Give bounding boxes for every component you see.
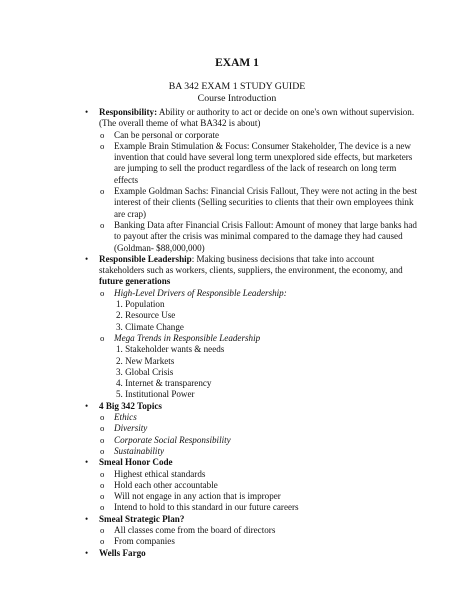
sub-item: [86, 423, 418, 434]
trends-title: Mega Trends in Responsible Leadership: [114, 332, 261, 343]
sub-text: Example Goldman Sachs: Financial Crisis Fallout, They were not acting in the best interest of their clients (Selling securities to clients that their own employees think are crap): [114, 186, 418, 219]
term-wells-fargo: Wells Fargo: [99, 547, 146, 558]
bullet-icon: •: [85, 107, 89, 117]
sub-text: Diversity: [114, 423, 148, 434]
sub-bullet-icon: o: [100, 524, 105, 535]
sub-text: Ethics: [114, 412, 137, 423]
bullet-icon: •: [85, 457, 89, 468]
sub-item: [86, 220, 418, 254]
numbered-item: 2. Resource Use: [116, 310, 176, 321]
sub-text: Sustainability: [114, 445, 165, 456]
bullet-icon: •: [85, 253, 89, 264]
bullet-icon: •: [85, 400, 89, 411]
sub-item: [86, 186, 418, 220]
bullet-strategic-plan: [86, 514, 418, 525]
sub-text: Can be personal or corporate: [114, 129, 220, 140]
sub-text: Hold each other accountable: [114, 479, 218, 490]
sub-bullet-icon: o: [100, 186, 105, 197]
sub-bullet-icon: o: [100, 412, 105, 423]
numbered-item: 1. Population: [116, 299, 165, 310]
sub-text: Banking Data after Financial Crisis Fallout: Amount of money that large banks had to payout after the crisis was minimal compared to the damage they had caused (Goldman- $88,000,000): [114, 219, 417, 253]
term-strategic-plan: Smeal Strategic Plan?: [99, 513, 185, 524]
term-responsibility: Responsibility:: [99, 107, 158, 117]
term-responsible-leadership: Responsible Leadership: [99, 253, 192, 264]
sub-text: From companies: [114, 536, 175, 547]
sub-item: [86, 491, 418, 502]
exam-title: EXAM 1: [215, 57, 259, 69]
numbered-item: 2. New Markets: [116, 355, 175, 366]
bullet-wells-fargo: [86, 548, 418, 559]
guide-title: BA 342 EXAM 1 STUDY GUIDE: [168, 81, 306, 92]
guide-header: [0, 81, 474, 105]
notes-content: [86, 107, 418, 559]
numbered-item: 3. Global Crisis: [116, 366, 174, 377]
sub-bullet-icon: o: [100, 140, 105, 151]
sub-text: Corporate Social Responsibility: [114, 434, 231, 445]
sub-bullet-icon: o: [100, 502, 105, 513]
leadership-definition: : Making business decisions that take into account stakeholders such as workers, clients, suppliers, the environment, the economy, and: [99, 253, 403, 276]
numbered-item: 5. Institutional Power: [116, 389, 195, 400]
bullet-responsible-leadership: [86, 254, 418, 288]
numbered-item: 4. Internet & transparency: [116, 378, 212, 389]
sub-text: Will not engage in any action that is improper: [114, 491, 281, 502]
sub-item: [86, 141, 418, 186]
term-honor-code: Smeal Honor Code: [99, 457, 173, 468]
sub-text: All classes come from the board of directors: [114, 524, 276, 535]
sub-item: [86, 446, 418, 457]
sub-bullet-icon: o: [100, 479, 105, 490]
sub-bullet-icon: o: [100, 332, 105, 343]
bullet-icon: •: [85, 513, 89, 524]
leadership-bold-end: future generations: [99, 276, 171, 287]
sub-item: [86, 333, 418, 344]
sub-text: Example Brain Stimulation & Focus: Consumer Stakeholder, The device is a new invention that could have several long term unexplored side effects, but marketers are jumping to sell the product regardless of the lack of research on long term effects: [114, 140, 413, 185]
sub-bullet-icon: o: [100, 129, 105, 140]
sub-bullet-icon: o: [100, 491, 105, 502]
sub-bullet-icon: o: [100, 445, 105, 456]
sub-text: Intend to hold to this standard in our future careers: [114, 502, 299, 513]
sub-bullet-icon: o: [100, 423, 105, 434]
responsibility-definition: Ability or authority to act or decide on one's own without supervision. (The overall theme of what BA342 is about): [99, 107, 415, 129]
sub-item: [86, 130, 418, 141]
sub-bullet-icon: o: [100, 468, 105, 479]
sub-text: Highest ethical standards: [114, 468, 206, 479]
sub-item: [86, 502, 418, 513]
sub-item: [86, 469, 418, 480]
bullet-honor-code: [86, 457, 418, 468]
term-big-topics: 4 Big 342 Topics: [99, 400, 162, 411]
sub-item: [86, 435, 418, 446]
sub-item: [86, 525, 418, 536]
sub-item: [86, 536, 418, 547]
sub-bullet-icon: o: [100, 536, 105, 547]
bullet-responsibility: [86, 107, 418, 130]
numbered-item: 3. Climate Change: [116, 321, 184, 332]
section-title: Course Introduction: [197, 93, 277, 104]
sub-bullet-icon: o: [100, 434, 105, 445]
bullet-icon: •: [85, 547, 89, 558]
bullet-big-topics: [86, 401, 418, 412]
numbered-item: 1. Stakeholder wants & needs: [116, 344, 225, 355]
sub-bullet-icon: o: [100, 219, 105, 230]
sub-item: [86, 288, 418, 299]
drivers-title: High-Level Drivers of Responsible Leadership:: [114, 287, 287, 298]
sub-bullet-icon: o: [100, 287, 105, 298]
sub-item: [86, 480, 418, 491]
sub-item: [86, 412, 418, 423]
